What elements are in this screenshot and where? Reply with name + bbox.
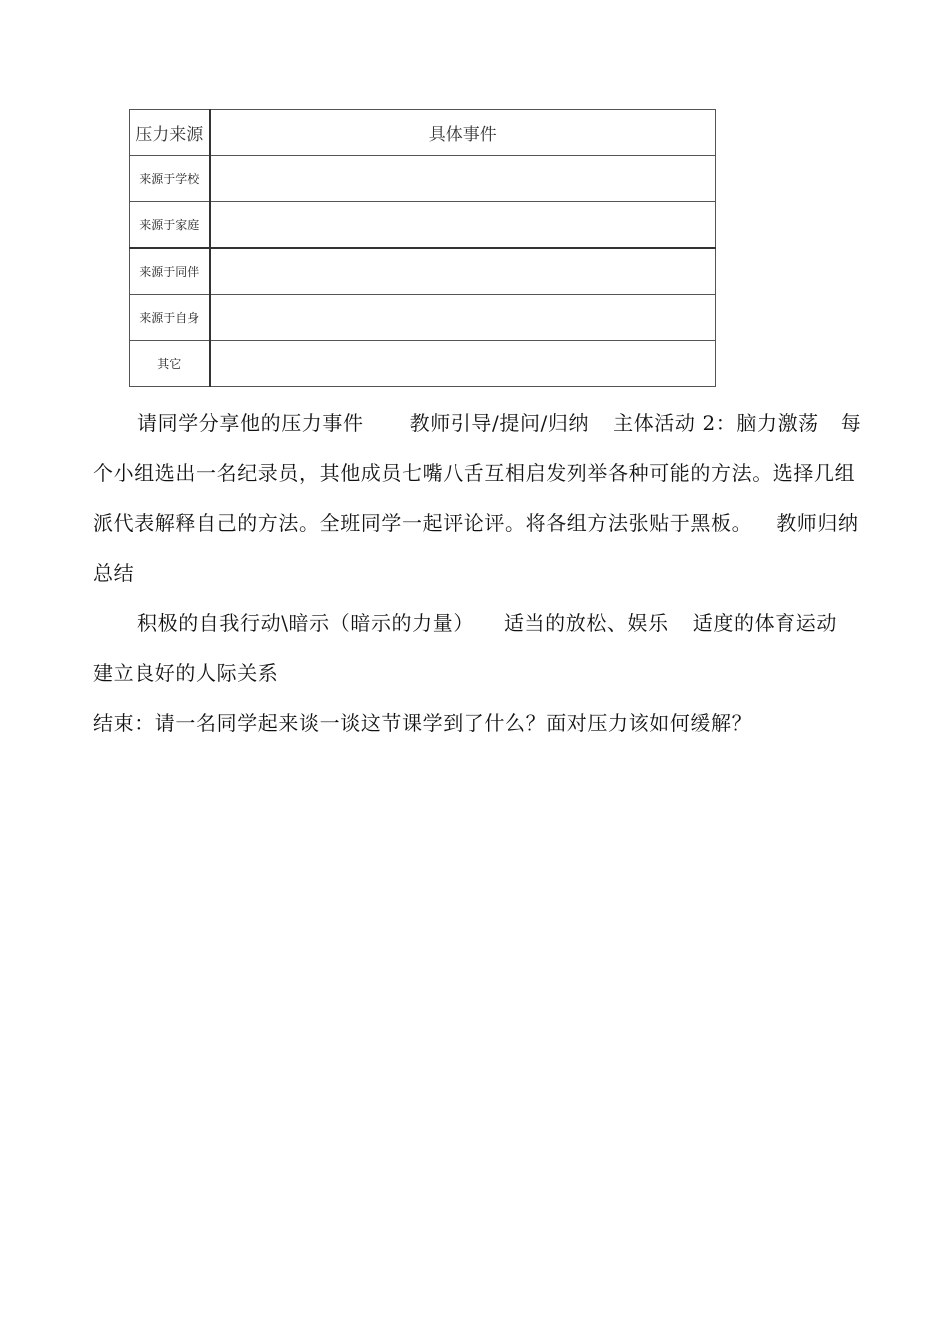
row-source-family: 来源于家庭 [130,202,210,249]
table-row [130,295,716,341]
table-row [130,156,716,202]
table-header-row [130,110,716,156]
p1-activity-steps: 每个小组选出一名纪录员，其他成员七嘴八舌互相启发列举各种可能的方法。选择几组派代表解释自己的方法。全班同学一起评论评。将各组方法张贴于黑板。 [93,411,862,535]
row-event-peers [210,248,716,295]
row-event-other [210,341,716,387]
table-row [130,341,716,387]
header-specific-event: 具体事件 [210,110,716,156]
table-row [130,248,716,295]
row-event-school [210,156,716,202]
stress-source-table [129,109,716,387]
p1-teacher-summary: 教师归纳总结 [93,511,859,585]
paragraph-methods [93,598,863,698]
row-source-school: 来源于学校 [130,156,210,202]
p2-relax: 适当的放松、娱乐 [503,611,669,635]
paragraph-activity [93,398,863,598]
p1-share-events: 请同学分享他的压力事件 [137,411,364,435]
p2-self-suggestion: 积极的自我行动\暗示（暗示的力量） [137,611,474,635]
p2-relationships: 建立良好的人际关系 [93,661,279,685]
paragraph-conclusion: 结束：请一名同学起来谈一谈这节课学到了什么？面对压力该如何缓解？ [93,711,753,735]
table-row [130,202,716,249]
row-source-self: 来源于自身 [130,295,210,341]
row-event-family [210,202,716,249]
row-event-self [210,295,716,341]
p2-exercise: 适度的体育运动 [692,611,837,635]
p1-teacher-guide: 教师引导/提问/归纳 [409,411,590,435]
p1-activity-title: 主体活动 2：脑力激荡 [613,411,819,435]
row-source-other: 其它 [130,341,210,387]
header-stress-source: 压力来源 [130,110,210,156]
row-source-peers: 来源于同伴 [130,248,210,295]
